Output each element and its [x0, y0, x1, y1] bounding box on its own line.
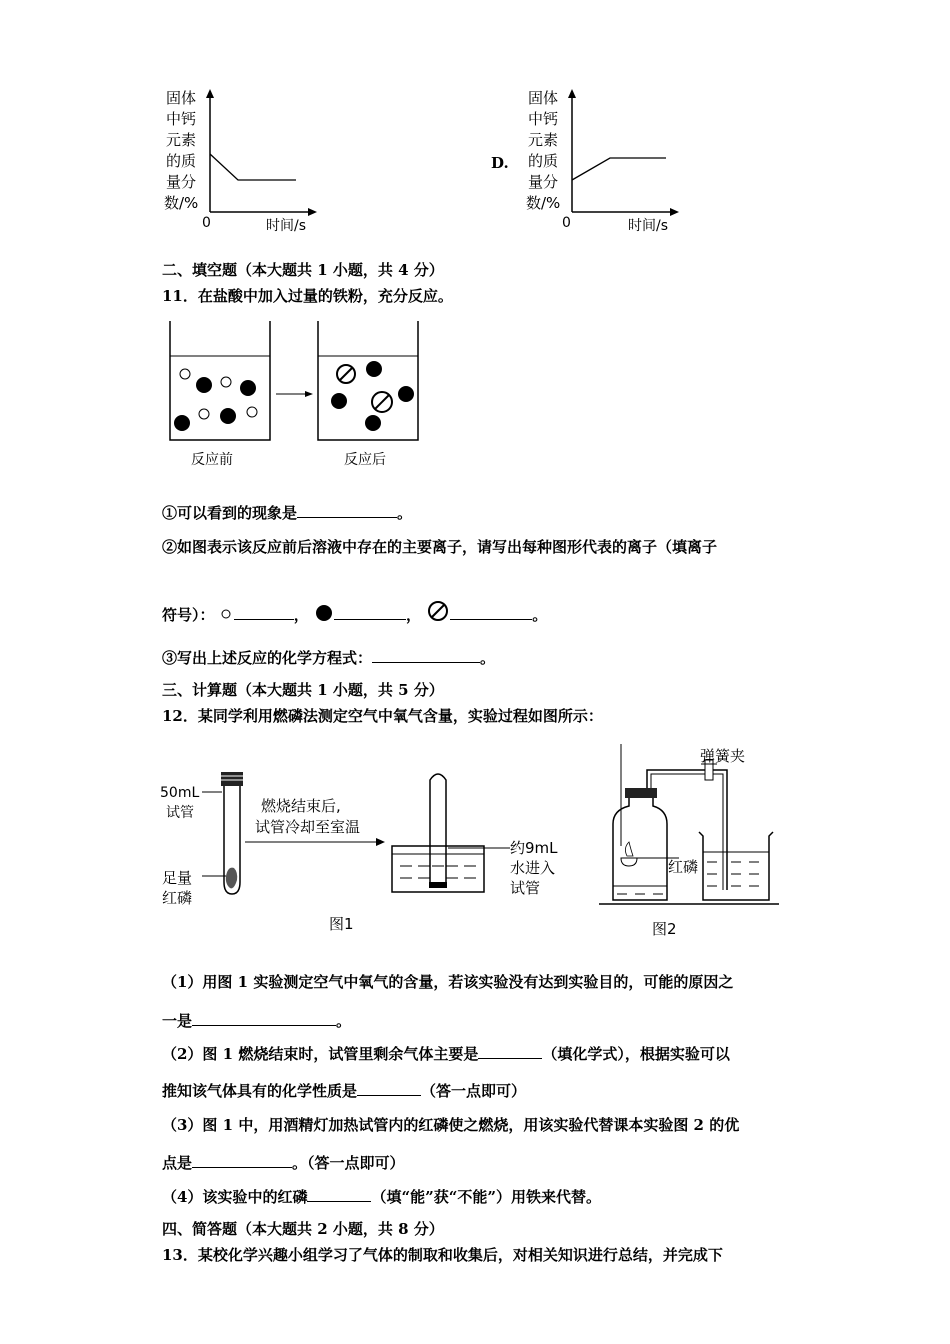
q11-part2-line1: ②如图表示该反应前后溶液中存在的主要离子，请写出每种图形代表的离子（填离子	[162, 538, 718, 556]
q11-reaction-figure	[160, 316, 460, 451]
q12-sub3-line2: 点是 。（答一点即可）	[162, 1154, 405, 1172]
q12-sub3-line1: （3）图 1 中，用酒精灯加热试管内的红磷使之燃烧，用该实验代替课本实验图 2 的优	[162, 1116, 740, 1134]
answer-blank[interactable]	[478, 1044, 542, 1059]
tube-stopper	[221, 772, 243, 786]
q11-part2-line2: 符号）： ， ， 。	[162, 600, 547, 624]
answer-blank[interactable]	[372, 648, 480, 663]
after-label: 反应后	[344, 452, 386, 468]
q12-sub4: （4）该实验中的红磷 （填“能”获“不能”）用铁来代替。	[162, 1188, 601, 1206]
hatched-circle-icon	[426, 600, 450, 624]
q13-stem: 13．某校化学兴趣小组学习了气体的制取和收集后，对相关知识进行总结，并完成下	[162, 1246, 723, 1264]
graph-c-xlabel: 时间/s	[266, 218, 307, 234]
q11-part3: ③写出上述反应的化学方程式： 。	[162, 649, 496, 667]
section-3-heading: 三、计算题（本大题共 1 小题，共 5 分）	[162, 681, 444, 699]
q12-sub2-line2: 推知该气体具有的化学性质是 （答一点即可）	[162, 1082, 527, 1100]
answer-blank[interactable]	[192, 1011, 336, 1026]
fig2-caption: 图2	[652, 920, 677, 938]
inverted-tube	[430, 774, 446, 884]
q12-figure-2	[595, 738, 785, 908]
fig1-phosphorus-label: 足量 红磷	[162, 869, 193, 907]
graph-c-origin: 0	[202, 215, 211, 231]
graph-d-curve	[572, 158, 666, 180]
graph-d-option: D.	[491, 154, 509, 172]
bottle-stopper	[625, 788, 657, 798]
answer-blank[interactable]	[307, 1187, 371, 1202]
before-label: 反应前	[191, 452, 233, 468]
q11-stem: 11．在盐酸中加入过量的铁粉，充分反应。	[162, 287, 453, 305]
graph-d-xlabel: 时间/s	[628, 218, 669, 234]
q12-stem: 12．某同学利用燃磷法测定空气中氧气含量，实验过程如图所示：	[162, 707, 603, 725]
q11-part1: ①可以看到的现象是 。	[162, 504, 413, 522]
fig1-tube-label: 50mL 试管	[160, 785, 200, 821]
section-2-heading: 二、填空题（本大题共 1 小题，共 4 分）	[162, 261, 444, 279]
fig1-water-label: 约9mL 水进入 试管	[510, 839, 558, 897]
answer-blank[interactable]	[357, 1081, 421, 1096]
fig1-caption: 图1	[329, 915, 354, 933]
small-open-circle-icon	[220, 607, 234, 621]
water-beaker	[699, 832, 773, 900]
fig2-phosphorus-label: 红磷	[668, 858, 699, 876]
section-4-heading: 四、简答题（本大题共 2 小题，共 8 分）	[162, 1220, 444, 1238]
answer-blank[interactable]	[192, 1153, 292, 1168]
answer-blank[interactable]	[334, 605, 406, 620]
answer-blank[interactable]	[234, 605, 294, 620]
graph-d-ylabel: 固体 中钙 元素 的质 量分 数/%	[526, 89, 561, 212]
black-circle-icon	[314, 604, 334, 622]
fig2-clip-label: 弹簧夹	[700, 747, 746, 765]
graph-c-ylabel: 固体 中钙 元素 的质 量分 数/%	[164, 89, 199, 212]
graph-d-origin: 0	[562, 215, 571, 231]
answer-blank[interactable]	[297, 503, 397, 518]
q12-sub1-line1: （1）用图 1 实验测定空气中氧气的含量，若该实验没有达到实验目的，可能的原因之	[162, 973, 734, 991]
graph-c-axes	[160, 84, 330, 234]
graph-d	[522, 84, 692, 234]
q12-sub2-line1: （2）图 1 燃烧结束时，试管里剩余气体主要是 （填化学式），根据实验可以	[162, 1045, 730, 1063]
answer-blank[interactable]	[450, 605, 532, 620]
graph-c	[160, 84, 330, 234]
fig1-arrow-text: 燃烧结束后, 试管冷却至室温	[255, 797, 361, 836]
q12-sub1-line2: 一是 。	[162, 1012, 352, 1030]
graph-c-curve	[210, 154, 296, 180]
graph-d-axes	[522, 84, 692, 234]
